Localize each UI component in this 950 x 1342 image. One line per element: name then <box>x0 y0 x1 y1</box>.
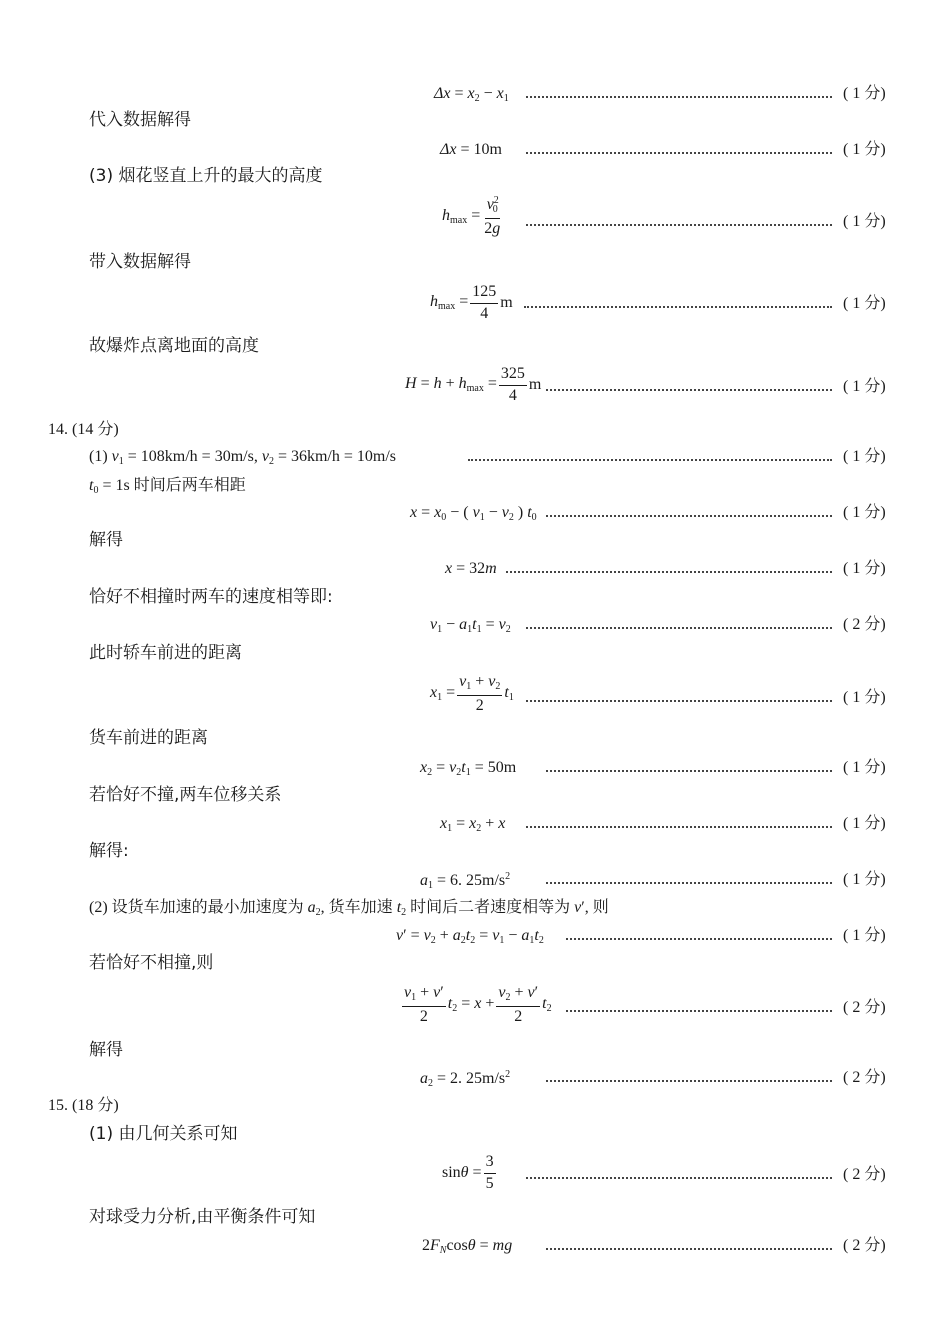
equation: $x_1$ = $\frac{v_1 + v_2}{2}$ $t_1$ <box>430 673 514 714</box>
equation: $h_{max}$ = $\frac{v^2_0}{2g}$ <box>442 195 501 237</box>
score-label: ( 2 分) <box>843 1166 886 1183</box>
step-text: 解得 <box>89 530 123 550</box>
dot-leader <box>566 1010 832 1012</box>
dot-leader <box>546 1248 832 1250</box>
score-label: ( 1 分) <box>843 689 886 706</box>
score-label: ( 1 分) <box>843 927 886 944</box>
equation: $\Delta x = x_2 - x_1$ <box>434 85 509 104</box>
step-text: 货车前进的距离 <box>89 728 208 748</box>
dot-leader <box>526 96 832 98</box>
equation: $a_1 = 6$. $25m/s^2$ <box>420 871 511 891</box>
step-text: 代入数据解得 <box>89 110 191 130</box>
score-label: ( 2 分) <box>843 1237 886 1254</box>
dot-leader <box>526 152 832 154</box>
equation: (1) $v_1 = 108km/h = 30m/s$, $v_2 = 36km/h = 10m/s$ <box>89 448 396 467</box>
dot-leader <box>526 700 832 702</box>
step-text: 此时轿车前进的距离 <box>89 643 242 663</box>
equation: $v_1 - a_1t_1 = v_2$ <box>430 616 511 635</box>
equation: Δx = 10m <box>440 141 502 158</box>
score-label: ( 1 分) <box>843 560 886 577</box>
equation: x = 32m <box>445 560 497 577</box>
step-text: 恰好不相撞时两车的速度相等即: <box>89 587 333 607</box>
equation: $x_1 = x_2 + x$ <box>440 815 506 834</box>
dot-leader <box>546 389 832 391</box>
score-label: ( 1 分) <box>843 141 886 158</box>
dot-leader <box>546 770 832 772</box>
equation: sinθ = $\frac{3}{5}$ <box>442 1153 494 1192</box>
equation: $2F_N\cos\theta$ = mg <box>422 1237 513 1256</box>
step-text: 若恰好不相撞,则 <box>89 953 214 973</box>
score-label: ( 2 分) <box>843 999 886 1016</box>
dot-leader <box>526 1177 832 1179</box>
score-label: ( 1 分) <box>843 448 886 465</box>
equation: $a_2 = 2$. $25m/s^2$ <box>420 1069 511 1089</box>
score-label: ( 1 分) <box>843 815 886 832</box>
score-label: ( 1 分) <box>843 871 886 888</box>
dot-leader <box>524 306 832 308</box>
score-label: ( 2 分) <box>843 616 886 633</box>
question-number: 15. (18 分) <box>48 1097 119 1114</box>
step-text: 解得 <box>89 1040 123 1060</box>
dot-leader <box>526 627 832 629</box>
dot-leader <box>546 882 832 884</box>
step-text: 带入数据解得 <box>89 252 191 272</box>
score-label: ( 1 分) <box>843 85 886 102</box>
equation: $v' = v_2 + a_2t_2 = v_1 - a_1t_2$ <box>396 927 544 946</box>
step-text: 故爆炸点离地面的高度 <box>89 336 259 356</box>
step-text: (1) 由几何关系可知 <box>89 1124 238 1144</box>
dot-leader <box>526 826 832 828</box>
dot-leader <box>546 515 832 517</box>
equation: $\frac{v_1 + v'}{2}$ $t_2 = x$ + $\frac{v_2 + v'}{2}$ $t_2$ <box>404 984 552 1025</box>
equation: $x = x_0$ − ( $v_1 - v_2$ ) $t_0$ <box>410 504 537 523</box>
score-label: ( 1 分) <box>843 378 886 395</box>
dot-leader <box>546 1080 832 1082</box>
step-text: (2) 设货车加速的最小加速度为 $a_2$, 货车加速 $t_2$ 时间后二者速度相等为 v′, 则 <box>89 897 609 918</box>
equation: $h_{max}$ = $\frac{125}{4}$ m <box>430 283 513 322</box>
dot-leader <box>566 938 832 940</box>
score-label: ( 1 分) <box>843 759 886 776</box>
equation: $H = h + h_{max}$ = $\frac{325}{4}$ m <box>405 365 542 404</box>
score-label: ( 1 分) <box>843 504 886 521</box>
dot-leader <box>468 459 832 461</box>
step-text: (3) 烟花竖直上升的最大的高度 <box>89 166 323 186</box>
score-label: ( 1 分) <box>843 295 886 312</box>
score-label: ( 2 分) <box>843 1069 886 1086</box>
score-label: ( 1 分) <box>843 213 886 230</box>
dot-leader <box>526 224 832 226</box>
step-text: 解得: <box>89 841 129 861</box>
dot-leader <box>506 571 832 573</box>
question-number: 14. (14 分) <box>48 421 119 438</box>
step-text: 若恰好不撞,两车位移关系 <box>89 785 282 805</box>
equation: $x_2 = v_2t_1 = 50m$ <box>420 759 517 778</box>
step-text: $t_0 = 1s$ 时间后两车相距 <box>89 475 246 496</box>
step-text: 对球受力分析,由平衡条件可知 <box>89 1207 316 1227</box>
